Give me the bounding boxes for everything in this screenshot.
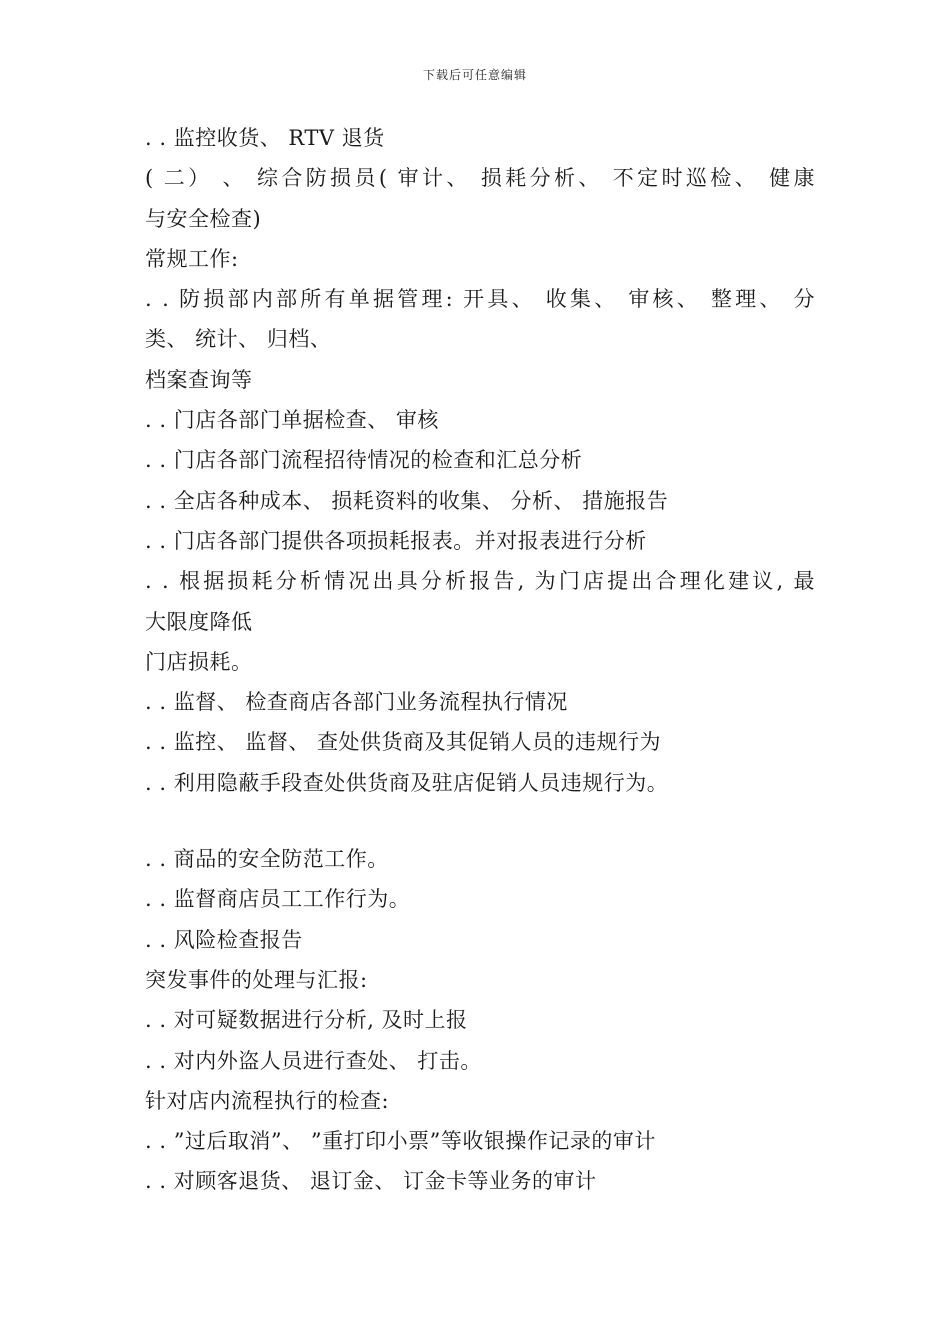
text-line: . . 监督、 检查商店各部门业务流程执行情况 [145, 690, 568, 715]
text-line: . . 门店各部门单据检查、 审核 [145, 408, 439, 433]
text-line: 常规工作: [145, 246, 239, 271]
text-line: . . ”过后取消”、 ”重打印小票”等收银操作记录的审计 [145, 1129, 656, 1154]
text-line: . . 利用隐蔽手段查处供货商及驻店促销人员违规行为。 [145, 770, 669, 795]
text-line: . . 商品的安全防范工作。 [145, 847, 389, 872]
blank-spacer [145, 803, 815, 839]
text-line: . . 门店各部门提供各项损耗报表。并对报表进行分析 [145, 528, 647, 553]
text-line: . . 监控、 监督、 查处供货商及其促销人员的违规行为 [145, 730, 662, 755]
text-line: 档案查询等 [145, 367, 253, 392]
text-line: . . 全店各种成本、 损耗资料的收集、 分析、 措施报告 [145, 488, 669, 513]
text-line: 门店损耗。 [145, 649, 253, 674]
text-line: . . 对顾客退货、 退订金、 订金卡等业务的审计 [145, 1169, 597, 1194]
text-line: . . 门店各部门流程招待情况的检查和汇总分析 [145, 448, 583, 473]
page-header: 下载后可任意编辑 [422, 68, 527, 82]
text-line: . . 防损部内部所有单据管理: 开具、 收集、 审核、 整理、 分 [145, 287, 815, 312]
text-line: . . 风险检查报告 [145, 927, 303, 952]
text-line: 类、 统计、 归档、 [145, 327, 332, 352]
text-line: . . 对内外盗人员进行查处、 打击。 [145, 1048, 482, 1073]
text-line: ( 二） 、 综合防损员( 审计、 损耗分析、 不定时巡检、 健康 [145, 166, 815, 191]
text-line: . . 监控收货、 RTV 退货 [145, 126, 385, 150]
text-line: 突发事件的处理与汇报: [145, 967, 368, 992]
text-line: 与安全检查) [145, 206, 262, 231]
document-body [145, 118, 815, 1202]
text-line: 针对店内流程执行的检查: [145, 1088, 390, 1113]
text-line: . . 对可疑数据进行分析, 及时上报 [145, 1008, 468, 1033]
text-line: . . 监督商店员工工作行为。 [145, 887, 411, 912]
text-line: . . 根据损耗分析情况出具分析报告, 为门店提出合理化建议, 最 [145, 569, 815, 594]
text-line: 大限度降低 [145, 609, 253, 634]
